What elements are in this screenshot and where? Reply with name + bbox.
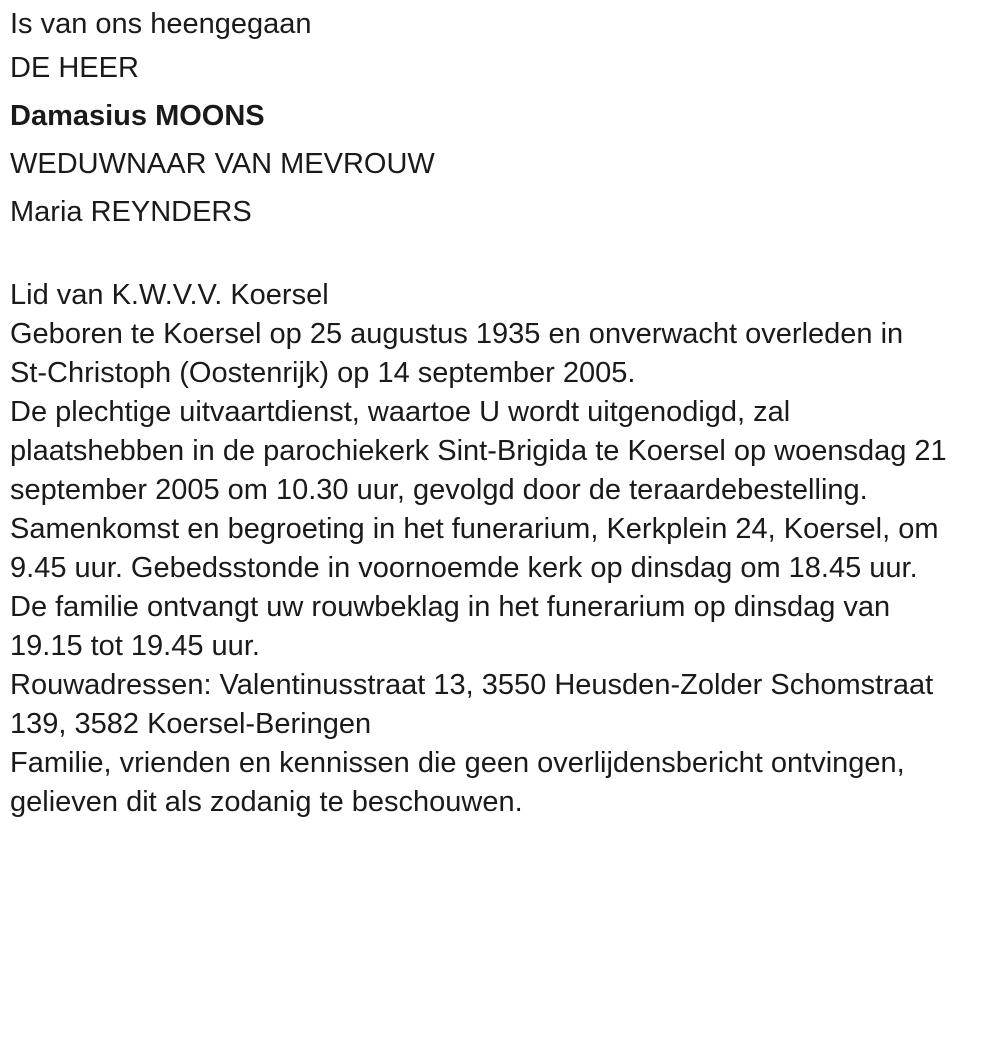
- mourning-addresses-paragraph: Rouwadressen: Valentinusstraat 13, 3550 Heusden-Zolder Schomstraat 139, 3582 Koersel-Beringen: [10, 669, 934, 740]
- deceased-title: DE HEER: [10, 52, 139, 84]
- deceased-relation: WEDUWNAAR VAN MEVROUW: [10, 148, 435, 180]
- birth-death-paragraph: Geboren te Koersel op 25 augustus 1935 en onverwacht overleden in St-Christoph (Oostenrijk) op 14 september 2005.: [10, 318, 904, 389]
- deceased-header: [10, 44, 990, 236]
- funeral-service-paragraph: De plechtige uitvaartdienst, waartoe U wordt uitgenodigd, zal plaatshebben in de parochiekerk Sint-Brigida te Koersel op woensdag 21 september 2005 om 10.30 uur, gevolgd door de teraardebestelling. Samenkomst en begroeting in het funerarium, Kerkplein 24, Koersel, om 9.45 uur. Gebedsstonde in voornoemde kerk op dinsdag om 18.45 uur. De familie ontvangt uw rouwbeklag in het funerarium op dinsdag van 19.15 tot 19.45 uur.: [10, 396, 947, 662]
- opening-line: Is van ons heengegaan: [10, 8, 312, 40]
- notification-notice-paragraph: Familie, vrienden en kennissen die geen overlijdensbericht ontvingen, gelieven dit als zodanig te beschouwen.: [10, 747, 905, 818]
- deceased-name: Damasius MOONS: [10, 100, 265, 132]
- deceased-spouse-name: Maria REYNDERS: [10, 196, 252, 228]
- membership-line: Lid van K.W.V.V. Koersel: [10, 279, 329, 311]
